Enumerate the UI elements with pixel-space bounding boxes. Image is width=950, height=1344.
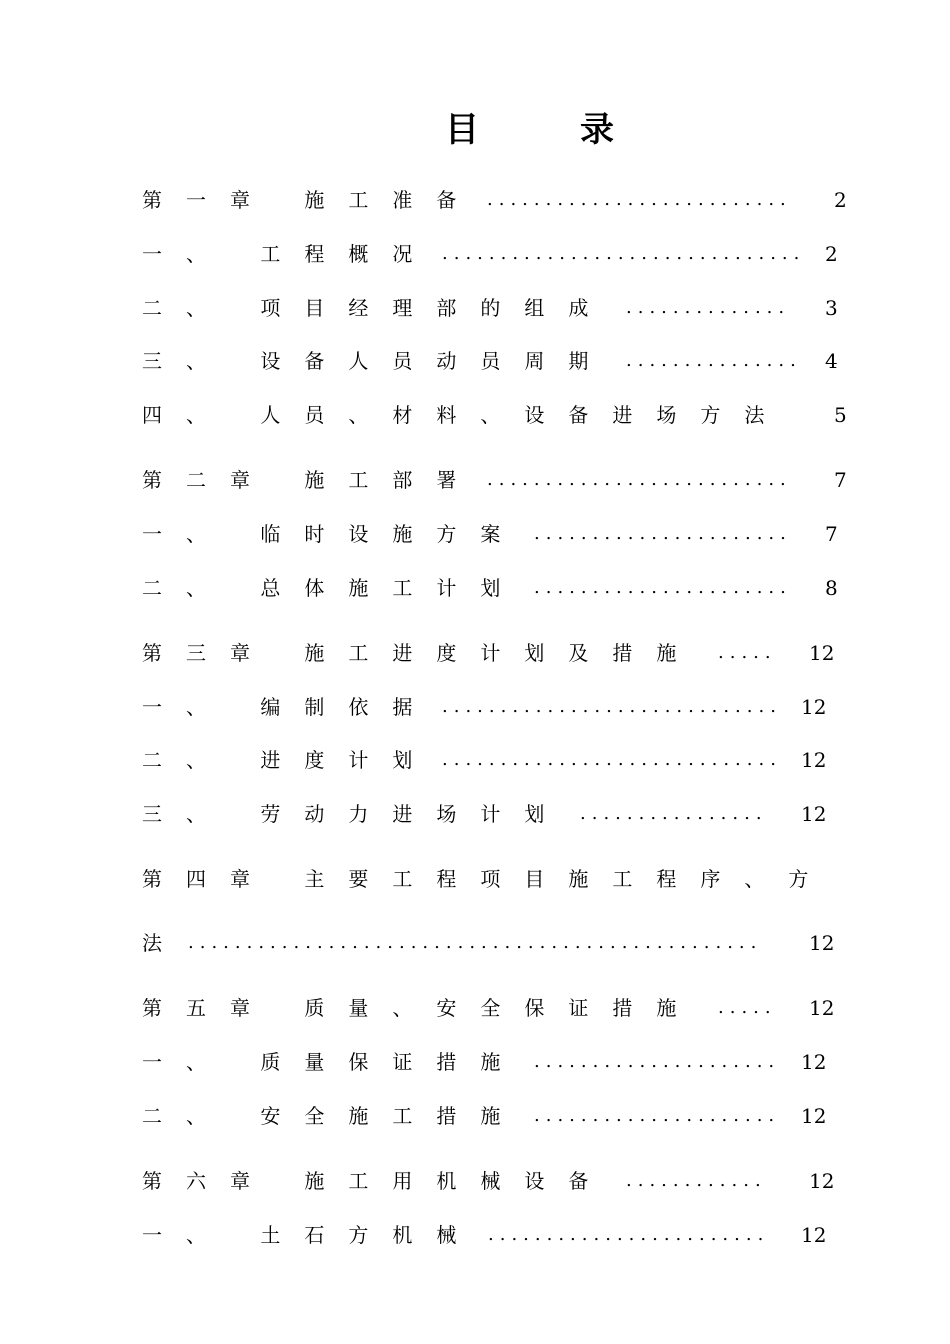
toc-page-number: 12 [801, 1104, 827, 1128]
toc-entry-label: 第一章 施工准备 [142, 188, 481, 212]
toc-leader-dots: ..................... [534, 1105, 781, 1126]
toc-leader-dots: ............................... [442, 243, 806, 264]
toc-leader-dots: ................ [580, 803, 768, 824]
toc-entry-label: 第六章 施工用机械设备 [142, 1169, 613, 1193]
toc-entry-label: 四、 人员、材料、设备进场方法 [142, 403, 789, 427]
toc-leader-dots: .............. [626, 297, 791, 318]
toc-page-number: 12 [809, 996, 835, 1020]
toc-leader-dots: ............ [626, 1170, 767, 1191]
toc-page-number: 7 [825, 522, 838, 546]
toc-entry-label: 第三章 施工进度计划及措施 [142, 641, 701, 665]
toc-entry-label: 三、 劳动力进场计划 [142, 802, 569, 826]
toc-entry-chapter-3[interactable] [142, 638, 852, 668]
toc-leader-dots: ...................... [534, 577, 792, 598]
toc-page-number: 7 [834, 468, 847, 492]
toc-page-number: 8 [825, 576, 838, 600]
toc-leader-dots: .......................... [487, 189, 792, 210]
toc-leader-dots: ................................................. [188, 932, 763, 953]
toc-entry-chapter-4-cont[interactable] [142, 928, 852, 958]
toc-entry-label: 一、 临时设施方案 [142, 522, 525, 546]
toc-page-number: 12 [801, 1050, 827, 1074]
toc-page-number: 12 [801, 695, 827, 719]
toc-leader-dots: ............... [626, 350, 802, 371]
toc-entry-label: 法 [142, 931, 186, 955]
toc-entry-label: 三、 设备人员动员周期 [142, 349, 613, 373]
toc-entry-label: 二、 项目经理部的组成 [142, 296, 613, 320]
toc-page-number: 4 [825, 349, 838, 373]
toc-entry-label: 二、 进度计划 [142, 748, 437, 772]
toc-leader-dots: ........................ [488, 1224, 770, 1245]
toc-entry-label: 一、 编制依据 [142, 695, 437, 719]
toc-entry-chapter-1[interactable] [142, 185, 852, 215]
toc-leader-dots: .......................... [487, 469, 792, 490]
toc-page-number: 12 [809, 931, 835, 955]
toc-leader-dots: ............................. [442, 696, 782, 717]
toc-entry[interactable] [142, 1220, 852, 1250]
toc-entry[interactable] [142, 745, 852, 775]
toc-entry[interactable] [142, 239, 852, 269]
toc-page-number: 12 [809, 641, 835, 665]
toc-entry-chapter-6[interactable] [142, 1166, 852, 1196]
toc-entry-label: 一、 质量保证措施 [142, 1050, 525, 1074]
toc-entry[interactable] [142, 519, 852, 549]
toc-page-number: 12 [809, 1169, 835, 1193]
toc-entry-chapter-2[interactable] [142, 465, 852, 495]
toc-entry[interactable] [142, 400, 852, 430]
toc-entry-label: 第四章 主要工程项目施工程序、方 [142, 867, 833, 891]
toc-entry-chapter-4[interactable] [142, 864, 852, 894]
toc-entry[interactable] [142, 293, 852, 323]
title-char-1: 目 [445, 110, 479, 150]
toc-page-number: 12 [801, 1223, 827, 1247]
toc-page-number: 12 [801, 748, 827, 772]
toc-page-number: 5 [834, 403, 847, 427]
toc-entry-chapter-5[interactable] [142, 993, 852, 1023]
toc-leader-dots: ...................... [534, 523, 792, 544]
toc-entry-label: 一、 土石方机械 [142, 1223, 481, 1247]
toc-leader-dots: ............................. [442, 749, 782, 770]
toc-entry-label: 第五章 质量、安全保证措施 [142, 996, 701, 1020]
toc-entry[interactable] [142, 573, 852, 603]
toc-entry[interactable] [142, 799, 852, 829]
title-char-2: 录 [580, 110, 614, 150]
toc-entry[interactable] [142, 1047, 852, 1077]
toc-entry-label: 二、 安全施工措施 [142, 1104, 525, 1128]
toc-entry[interactable] [142, 692, 852, 722]
toc-entry-label: 二、 总体施工计划 [142, 576, 525, 600]
toc-page-number: 12 [801, 802, 827, 826]
toc-leader-dots: ..................... [534, 1051, 781, 1072]
toc-page-number: 3 [825, 296, 838, 320]
toc-entry-label: 一、 工程概况 [142, 242, 437, 266]
toc-leader-dots: ..... [718, 997, 777, 1018]
toc-leader-dots: ..... [718, 642, 777, 663]
toc-entry[interactable] [142, 346, 852, 376]
toc-page-number: 2 [834, 188, 847, 212]
toc-entry-label: 第二章 施工部署 [142, 468, 481, 492]
toc-entry[interactable] [142, 1101, 852, 1131]
toc-page-number: 2 [825, 242, 838, 266]
